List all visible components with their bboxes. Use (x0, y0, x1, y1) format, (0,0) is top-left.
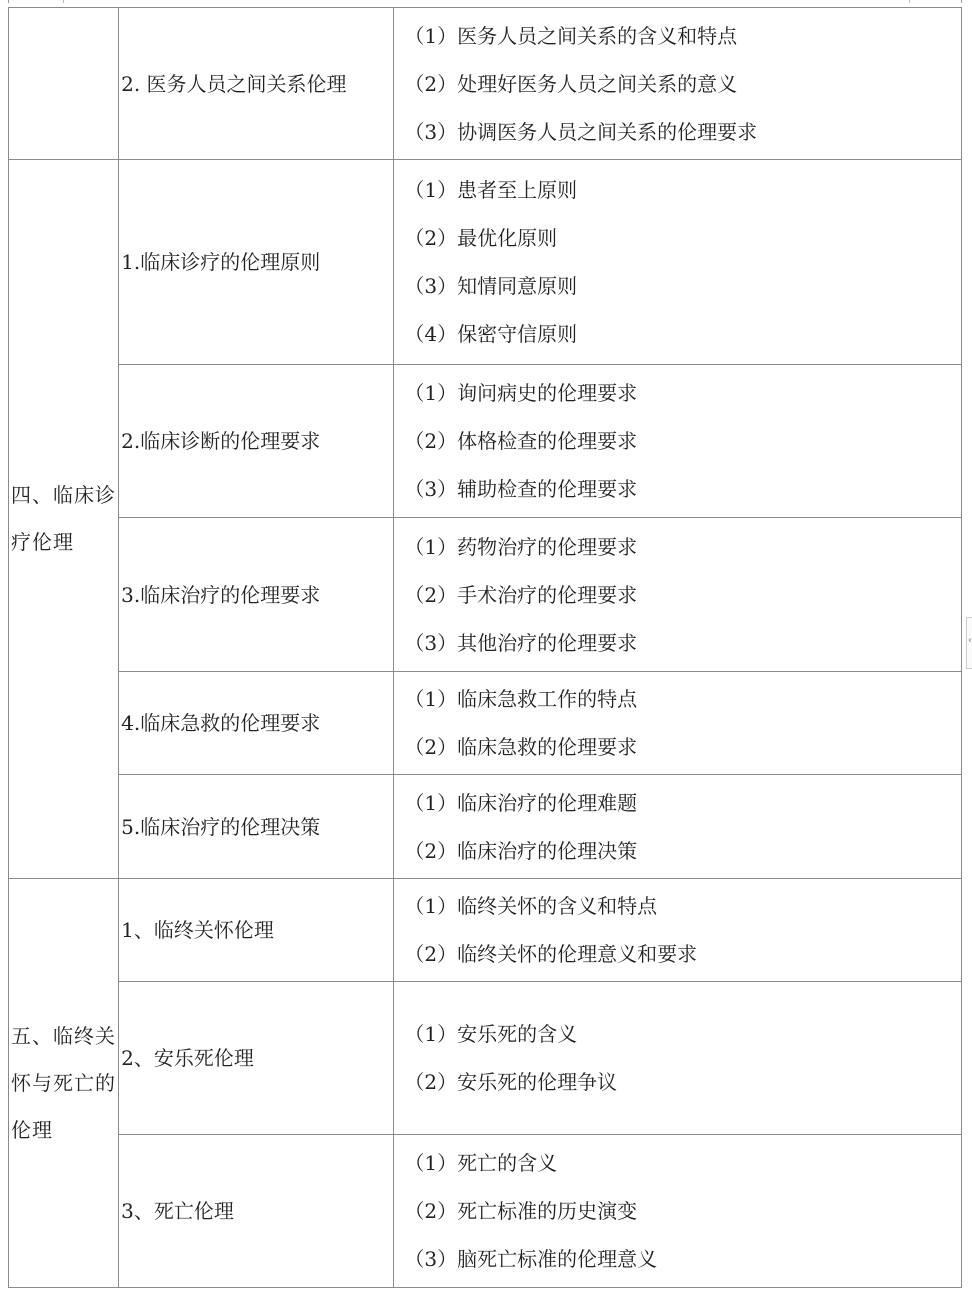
side-scroll-handle[interactable] (966, 617, 972, 669)
topic-cell (119, 982, 394, 1135)
table-row (9, 160, 962, 365)
topic-cell (119, 879, 394, 982)
chevron-left-icon: ‹ (968, 635, 972, 646)
topic-cell (119, 518, 394, 672)
topic-label: 2、安乐死伦理 (121, 1046, 254, 1070)
topic-cell (119, 775, 394, 879)
table-row (9, 982, 962, 1135)
points-cell (394, 982, 962, 1135)
list-item: （1）临床治疗的伦理难题 (404, 790, 638, 815)
topic-label: 1、临终关怀伦理 (121, 918, 274, 942)
topic-cell (119, 365, 394, 518)
points-list (394, 166, 961, 358)
points-cell (394, 879, 962, 982)
section-label: 四、临床诊疗伦理 (11, 483, 116, 554)
list-item: （2）手术治疗的伦理要求 (404, 582, 638, 607)
list-item: （3）知情同意原则 (404, 274, 578, 298)
section-label: 五、临终关怀与死亡的伦理 (11, 1023, 116, 1142)
points-list (394, 12, 961, 156)
list-item: （3）脑死亡标准的伦理意义 (404, 1247, 658, 1271)
topic-cell (119, 1135, 394, 1288)
list-item: （1）死亡的含义 (404, 1151, 558, 1175)
list-item: （4）保密守信原则 (404, 322, 578, 346)
outline-table (8, 7, 962, 1288)
list-item: （3）辅助检查的伦理要求 (404, 477, 638, 501)
list-item: （1）药物治疗的伦理要求 (404, 534, 638, 559)
points-cell (394, 672, 962, 775)
points-cell (394, 775, 962, 879)
topic-label: 2.临床诊断的伦理要求 (121, 429, 321, 453)
points-list (394, 779, 961, 875)
table-row (9, 8, 962, 160)
list-item: （1）患者至上原则 (404, 178, 578, 202)
table-row (9, 1135, 962, 1288)
list-item: （2）临终关怀的伦理意义和要求 (404, 942, 698, 966)
list-item: （2）处理好医务人员之间关系的意义 (404, 71, 738, 96)
points-list (394, 523, 961, 667)
topic-cell (119, 8, 394, 160)
points-list (394, 1010, 961, 1106)
table-row (9, 775, 962, 879)
list-item: （2）最优化原则 (404, 226, 558, 250)
list-item: （3）其他治疗的伦理要求 (404, 630, 638, 655)
topic-cell (119, 672, 394, 775)
points-list (394, 369, 961, 513)
table-top-edge (8, 0, 962, 3)
points-cell (394, 1135, 962, 1288)
topic-label: 5.临床治疗的伦理决策 (121, 814, 321, 839)
topic-label: 3、死亡伦理 (121, 1199, 234, 1223)
points-list (394, 1139, 961, 1283)
list-item: （3）协调医务人员之间关系的伦理要求 (404, 119, 758, 144)
topic-label: 2. 医务人员之间关系伦理 (121, 71, 347, 96)
table-row (9, 879, 962, 982)
list-item: （2）临床治疗的伦理决策 (404, 838, 638, 863)
list-item: （1）询问病史的伦理要求 (404, 381, 638, 405)
topic-label: 1.临床诊疗的伦理原则 (121, 250, 321, 274)
table-row (9, 518, 962, 672)
points-cell (394, 365, 962, 518)
topic-cell (119, 160, 394, 365)
list-item: （2）体格检查的伦理要求 (404, 429, 638, 453)
points-cell (394, 518, 962, 672)
points-cell (394, 8, 962, 160)
topic-label: 4.临床急救的伦理要求 (121, 711, 321, 735)
points-list (394, 882, 961, 978)
list-item: （1）医务人员之间关系的含义和特点 (404, 23, 738, 48)
table-row (9, 365, 962, 518)
section-cell (9, 160, 119, 879)
topic-label: 3.临床治疗的伦理要求 (121, 582, 321, 607)
points-cell (394, 160, 962, 365)
list-item: （2）临床急救的伦理要求 (404, 735, 638, 759)
list-item: （2）死亡标准的历史演变 (404, 1199, 638, 1223)
list-item: （1）安乐死的含义 (404, 1022, 578, 1046)
table-row (9, 672, 962, 775)
list-item: （1）临床急救工作的特点 (404, 687, 638, 711)
list-item: （2）安乐死的伦理争议 (404, 1070, 618, 1094)
points-list (394, 675, 961, 771)
section-cell (9, 879, 119, 1288)
section-cell (9, 8, 119, 160)
list-item: （1）临终关怀的含义和特点 (404, 894, 658, 918)
